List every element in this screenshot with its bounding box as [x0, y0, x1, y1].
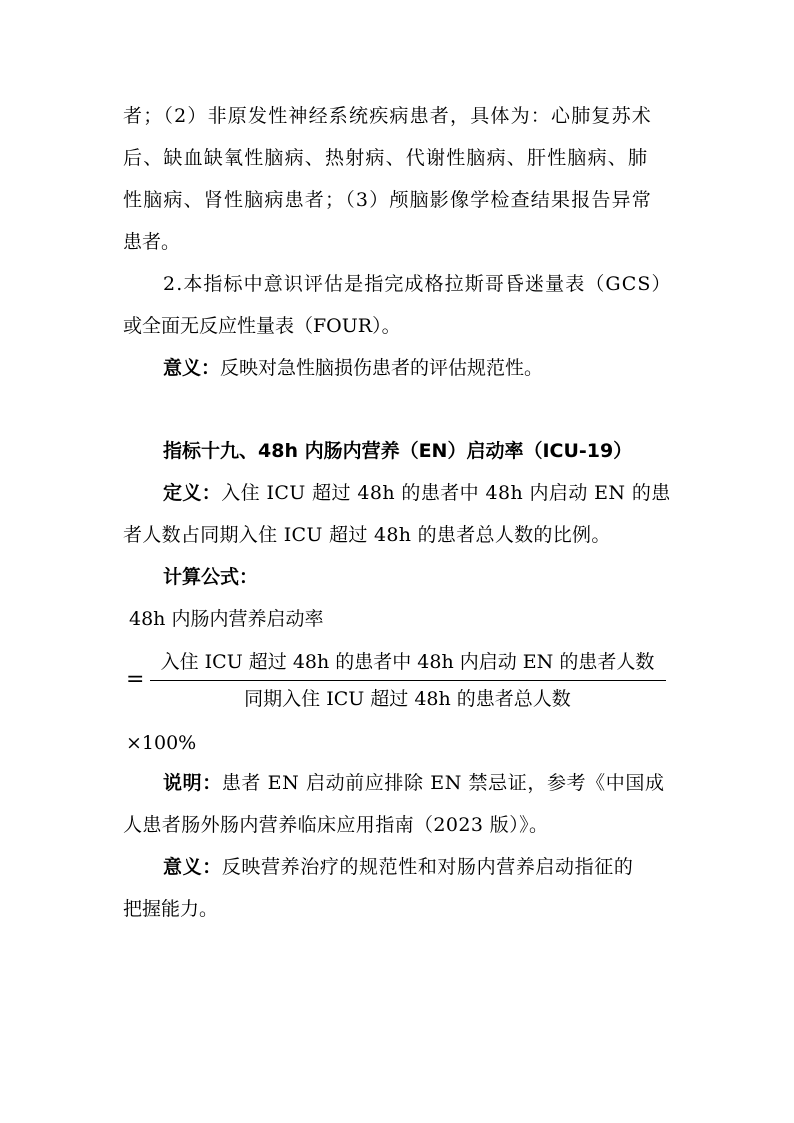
- note-label: 说明：: [163, 772, 222, 794]
- formula-name: 48h 内肠内营养启动率: [129, 608, 324, 630]
- paragraph-line-5: 2.本指标中意识评估是指完成格拉斯哥昏迷量表（GCS）: [163, 273, 672, 295]
- significance-line-3: 把握能力。: [123, 898, 219, 920]
- definition-line-2: 者人数占同期入住 ICU 超过 48h 的患者总人数的比例。: [123, 524, 611, 546]
- significance-line-1: [163, 350, 794, 386]
- paragraph-line-4: 患者。: [123, 231, 181, 253]
- significance-label-1: 意义：: [163, 357, 221, 379]
- paragraph-line-6: 或全面无反应性量表（FOUR）。: [123, 315, 401, 337]
- note-line-2: 人患者肠外肠内营养临床应用指南（2023 版）》。: [123, 814, 549, 836]
- paragraph-line-2: 后、缺血缺氧性脑病、热射病、代谢性脑病、肝性脑病、肺: [123, 147, 649, 169]
- fraction-numerator: 入住 ICU 超过 48h 的患者中 48h 内启动 EN 的患者人数: [160, 651, 655, 673]
- fraction-bar: [150, 680, 666, 681]
- formula-label: 计算公式：: [163, 566, 259, 588]
- significance-line-2: [163, 849, 794, 885]
- note-text-1: 患者 EN 启动前应排除 EN 禁忌证，参考《中国成: [221, 772, 665, 794]
- paragraph-line-3: 性脑病、肾性脑病患者；（3）颅脑影像学检查结果报告异常: [123, 189, 652, 211]
- definition-label: 定义：: [163, 482, 222, 504]
- definition-line-1: [163, 475, 794, 511]
- significance-text-1: 反映对急性脑损伤患者的评估规范性。: [220, 357, 544, 379]
- section-heading: 指标十九、48h 内肠内营养（EN）启动率（ICU-19）: [163, 440, 633, 462]
- definition-text-1: 入住 ICU 超过 48h 的患者中 48h 内启动 EN 的患: [221, 482, 671, 504]
- note-line-1: [163, 765, 794, 801]
- times-percent: ×100%: [126, 732, 197, 754]
- fraction-denominator: 同期入住 ICU 超过 48h 的患者总人数: [244, 688, 571, 710]
- significance-text-2: 反映营养治疗的规范性和对肠内营养启动指征的: [221, 856, 634, 878]
- line-1-text: 者；（2）非原发性神经系统疾病患者，具体为：心肺复苏术: [123, 105, 652, 127]
- equals-sign: =: [126, 667, 145, 692]
- significance-label-2: 意义：: [163, 856, 222, 878]
- paragraph-line-1: [123, 98, 671, 134]
